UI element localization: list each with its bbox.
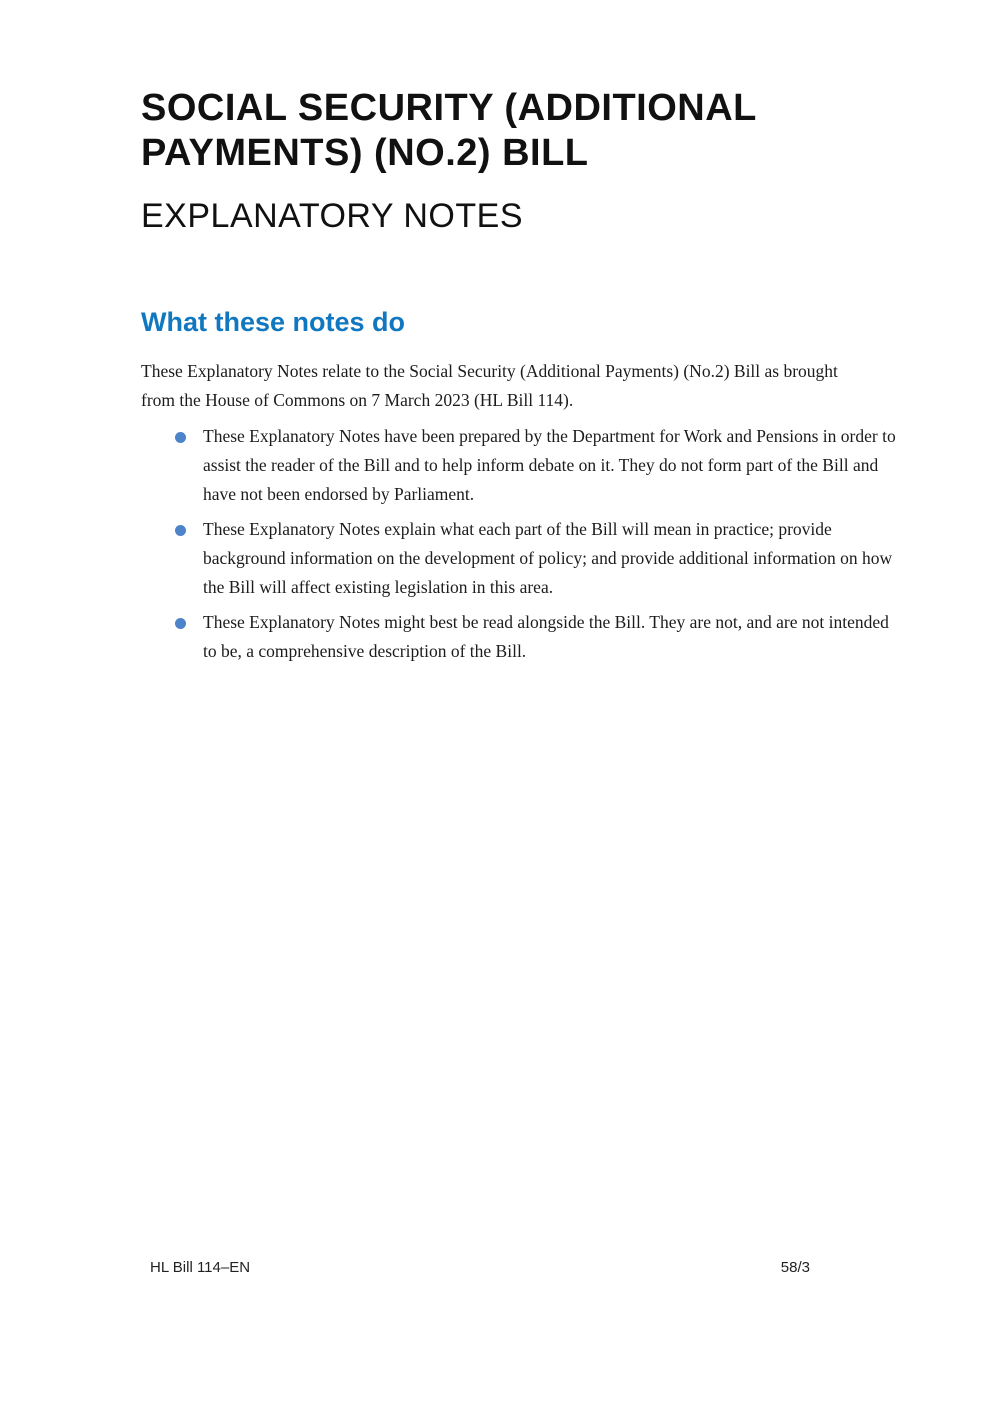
bullet-list — [141, 422, 901, 672]
list-item — [141, 608, 901, 666]
document-title: SOCIAL SECURITY (ADDITIONAL PAYMENTS) (NO.2) BILL — [141, 87, 757, 174]
list-item — [141, 422, 901, 509]
page-footer — [150, 1258, 810, 1278]
document-subtitle: EXPLANATORY NOTES — [141, 197, 524, 235]
intro-paragraph: These Explanatory Notes relate to the Social Security (Additional Payments) (No.2) Bill as brought from the House of Commons on 7 March 2023 (HL Bill 114). — [141, 361, 838, 410]
bullet-icon — [175, 432, 186, 443]
section-heading: What these notes do — [141, 307, 406, 337]
bullet-icon — [175, 525, 186, 536]
list-item-text: These Explanatory Notes have been prepared by the Department for Work and Pensions in order to assist the reader of the Bill and to help inform debate on it. They do not form part of the Bill and have not been endorsed by Parliament. — [203, 426, 896, 504]
bullet-icon — [175, 618, 186, 629]
list-item-text: These Explanatory Notes explain what each part of the Bill will mean in practice; provide background information on the development of policy; and provide additional information on how the Bill will affect existing legislation in this area. — [203, 519, 893, 597]
footer-bill-reference: HL Bill 114–EN — [150, 1259, 251, 1276]
list-item — [141, 515, 901, 602]
footer-page-number: 58/3 — [780, 1259, 810, 1276]
list-item-text: These Explanatory Notes might best be read alongside the Bill. They are not, and are not intended to be, a comprehensive description of the Bill. — [203, 612, 889, 661]
